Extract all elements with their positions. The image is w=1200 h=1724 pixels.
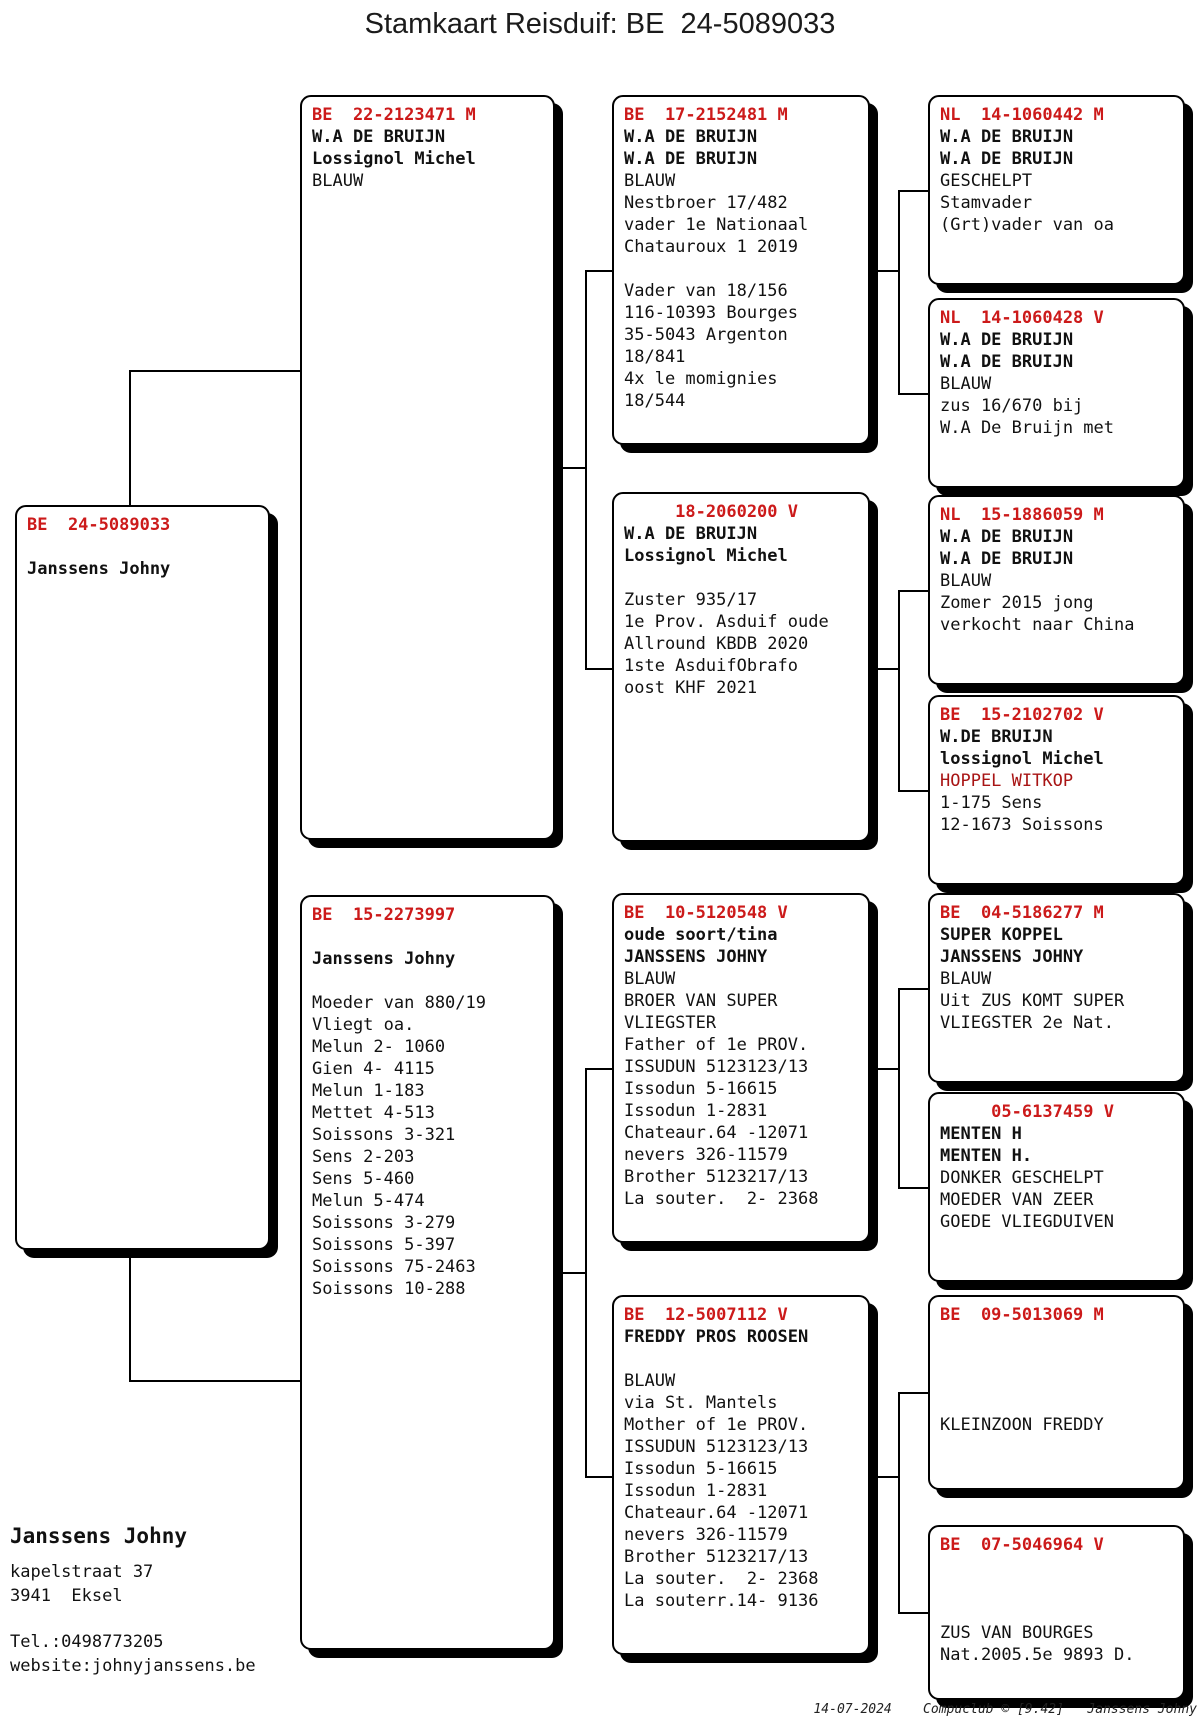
pedigree-text-line: Soissons 10-288 [312, 1279, 466, 1299]
ring-number: BE 12-5007112 V [624, 1305, 788, 1325]
pedigree-text-line: 4x le momignies [624, 369, 778, 389]
ring-number: BE 15-2273997 [312, 905, 456, 925]
pedigree-text-line: Soissons 3-321 [312, 1125, 456, 1145]
pedigree-text-line: Vliegt oa. [312, 1015, 415, 1035]
pedigree-box-mf-mother [928, 1092, 1185, 1282]
connector-line [872, 1476, 900, 1478]
pedigree-box-father-father [612, 95, 870, 445]
connector-line [898, 190, 930, 192]
pedigree-text-line: KLEINZOON FREDDY [940, 1415, 1104, 1435]
pedigree-text-line: 35-5043 Argenton [624, 325, 788, 345]
pedigree-box-ff-mother [928, 298, 1185, 488]
pedigree-box-lines [940, 1326, 1175, 1436]
pedigree-text-line: Chatauroux 1 2019 [624, 237, 798, 257]
pedigree-text-line: Uit ZUS KOMT SUPER [940, 991, 1125, 1011]
pedigree-box-lines [312, 926, 545, 1300]
pedigree-text-line: via St. Mantels [624, 1393, 778, 1413]
pedigree-text-line: JANSSENS JOHNY [940, 947, 1084, 967]
owner-website: website:johnyjanssens.be [10, 1656, 256, 1676]
pedigree-text-line: 1ste AsduifObrafo [624, 656, 798, 676]
connector-line [898, 1392, 930, 1394]
pedigree-text-line [940, 1600, 1175, 1622]
pedigree-text-line: Allround KBDB 2020 [624, 634, 809, 654]
pedigree-text-line: 12-1673 Soissons [940, 815, 1104, 835]
pedigree-text-line: (Grt)vader van oa [940, 215, 1114, 235]
pedigree-box-mother [300, 895, 555, 1650]
pedigree-text-line: W.A DE BRUIJN [940, 127, 1074, 147]
pedigree-text-line [940, 1370, 1175, 1392]
pedigree-text-line: Sens 5-460 [312, 1169, 415, 1189]
connector-line [898, 190, 900, 395]
pedigree-text-line: Mother of 1e PROV. [624, 1415, 809, 1435]
pedigree-text-line: 18/544 [624, 391, 686, 411]
pedigree-text-line: BLAUW [624, 969, 676, 989]
pedigree-text-line: BLAUW [940, 374, 992, 394]
pedigree-text-line: W.A DE BRUIJN [940, 527, 1074, 547]
pedigree-text-line: ISSUDUN 5123123/13 [624, 1437, 809, 1457]
ring-number: BE 10-5120548 V [624, 903, 788, 923]
pedigree-text-line: Chateaur.64 -12071 [624, 1503, 809, 1523]
connector-line [872, 1068, 900, 1070]
print-info: 14-07-2024 Compuclub © [9.42] Janssens Johny [813, 1702, 1197, 1717]
pedigree-text-line: oude soort/tina [624, 925, 778, 945]
pedigree-box-lines [940, 1556, 1175, 1666]
pedigree-text-line: verkocht naar China [940, 615, 1135, 635]
pedigree-text-line: Issodun 1-2831 [624, 1481, 768, 1501]
pedigree-text-line: Chateaur.64 -12071 [624, 1123, 809, 1143]
pedigree-box-mm-father [928, 1295, 1185, 1490]
connector-line [557, 1272, 587, 1274]
connector-line [129, 1250, 131, 1382]
pedigree-text-line: BLAUW [940, 969, 992, 989]
pedigree-text-line: Brother 5123217/13 [624, 1547, 809, 1567]
pedigree-box-ff-father [928, 95, 1185, 285]
pedigree-text-line: Brother 5123217/13 [624, 1167, 809, 1187]
pedigree-text-line: BLAUW [624, 171, 676, 191]
pedigree-text-line: DONKER GESCHELPT [940, 1168, 1104, 1188]
pedigree-text-line: Melun 1-183 [312, 1081, 425, 1101]
pedigree-box-lines [624, 924, 860, 1210]
owner-address-line2: 3941 Eksel [10, 1586, 123, 1606]
pedigree-text-line: BROER VAN SUPER [624, 991, 778, 1011]
connector-line [898, 1392, 900, 1614]
pedigree-text-line: Lossignol Michel [624, 546, 788, 566]
pedigree-text-line: Zomer 2015 jong [940, 593, 1094, 613]
pedigree-text-line: VLIEGSTER [624, 1013, 717, 1033]
pedigree-text-line: La souterr.14- 9136 [624, 1591, 819, 1611]
pedigree-text-line: oost KHF 2021 [624, 678, 758, 698]
connector-line [898, 988, 930, 990]
pedigree-text-line [624, 1348, 860, 1370]
pedigree-text-line: Stamvader [940, 193, 1033, 213]
pedigree-box-mf-father [928, 893, 1185, 1083]
pedigree-text-line: W.A DE BRUIJN [940, 330, 1074, 350]
ring-number: BE 22-2123471 M [312, 105, 476, 125]
ring-number: BE 07-5046964 V [940, 1535, 1104, 1555]
pedigree-text-line: La souter. 2- 2368 [624, 1189, 819, 1209]
pedigree-text-line: 1e Prov. Asduif oude [624, 612, 829, 632]
pedigree-text-line: Lossignol Michel [312, 149, 476, 169]
connector-line [585, 1068, 614, 1070]
pedigree-text-line: Zuster 935/17 [624, 590, 758, 610]
pedigree-text-line: W.A DE BRUIJN [312, 127, 446, 147]
connector-line [898, 393, 930, 395]
pedigree-text-line: VLIEGSTER 2e Nat. [940, 1013, 1114, 1033]
pedigree-text-line: Issodun 5-16615 [624, 1079, 778, 1099]
pedigree-text-line: Issodun 1-2831 [624, 1101, 768, 1121]
ring-number: BE 15-2102702 V [940, 705, 1104, 725]
owner-telephone: Tel.:0498773205 [10, 1632, 164, 1652]
owner-name: Janssens Johny [10, 1524, 188, 1548]
connector-line [898, 1612, 930, 1614]
pedigree-box-mother-mother [612, 1295, 870, 1655]
connector-line [585, 1068, 587, 1478]
pedigree-text-line: La souter. 2- 2368 [624, 1569, 819, 1589]
pedigree-text-line [624, 258, 860, 280]
pedigree-box-lines [624, 126, 860, 412]
pedigree-text-line: Issodun 5-16615 [624, 1459, 778, 1479]
pedigree-box-mother-father [612, 893, 870, 1243]
pedigree-text-line: BLAUW [312, 171, 364, 191]
pedigree-box-lines [312, 126, 545, 192]
pedigree-text-line [940, 1578, 1175, 1600]
pedigree-box-subject [15, 505, 270, 1250]
pedigree-box-lines [940, 726, 1175, 836]
pedigree-text-line: W.A DE BRUIJN [624, 149, 758, 169]
pedigree-box-lines [940, 526, 1175, 636]
connector-line [129, 370, 131, 507]
ring-number: NL 14-1060428 V [940, 308, 1104, 328]
pedigree-text-line: 18/841 [624, 347, 686, 367]
ring-number: NL 15-1886059 M [940, 505, 1104, 525]
connector-line [557, 467, 587, 469]
connector-line [129, 1380, 302, 1382]
pedigree-box-mm-mother [928, 1525, 1185, 1700]
pedigree-text-line: W.A DE BRUIJN [940, 549, 1074, 569]
pedigree-text-line [624, 567, 860, 589]
pedigree-text-line: Soissons 3-279 [312, 1213, 456, 1233]
pedigree-text-line: lossignol Michel [940, 749, 1104, 769]
pedigree-box-father [300, 95, 555, 840]
pedigree-text-line [940, 1556, 1175, 1578]
pedigree-box-fm-mother [928, 695, 1185, 885]
pedigree-text-line: zus 16/670 bij [940, 396, 1084, 416]
pedigree-text-line: W.DE BRUIJN [940, 727, 1053, 747]
pedigree-text-line [940, 1392, 1175, 1414]
connector-line [898, 790, 930, 792]
pedigree-text-line: W.A DE BRUIJN [940, 352, 1074, 372]
pedigree-box-lines [624, 523, 860, 699]
connector-line [585, 270, 614, 272]
pedigree-text-line: 116-10393 Bourges [624, 303, 798, 323]
pedigree-text-line: Mettet 4-513 [312, 1103, 435, 1123]
pedigree-text-line: Janssens Johny [312, 949, 456, 969]
pedigree-text-line: Melun 5-474 [312, 1191, 425, 1211]
pedigree-text-line: Moeder van 880/19 [312, 993, 486, 1013]
pedigree-text-line: nevers 326-11579 [624, 1145, 788, 1165]
pedigree-text-line: MOEDER VAN ZEER [940, 1190, 1094, 1210]
pedigree-text-line: HOPPEL WITKOP [940, 771, 1074, 791]
connector-line [872, 270, 900, 272]
pedigree-text-line [940, 1326, 1175, 1348]
pedigree-text-line: BLAUW [940, 571, 992, 591]
pedigree-text-line: FREDDY PROS ROOSEN [624, 1327, 809, 1347]
pedigree-text-line: GESCHELPT [940, 171, 1033, 191]
pedigree-text-line: nevers 326-11579 [624, 1525, 788, 1545]
connector-line [898, 590, 900, 792]
pedigree-text-line [27, 536, 260, 558]
pedigree-text-line: Vader van 18/156 [624, 281, 788, 301]
ring-number: 05-6137459 V [940, 1102, 1114, 1122]
pedigree-box-lines [940, 924, 1175, 1034]
page-title: Stamkaart Reisduif: BE 24-5089033 [364, 8, 836, 40]
pedigree-box-fm-father [928, 495, 1185, 685]
pedigree-text-line: BLAUW [624, 1371, 676, 1391]
pedigree-text-line: Sens 2-203 [312, 1147, 415, 1167]
ring-number: 18-2060200 V [624, 502, 798, 522]
pedigree-text-line: Janssens Johny [27, 559, 171, 579]
pedigree-box-lines [940, 1123, 1175, 1233]
pedigree-text-line: MENTEN H [940, 1124, 1022, 1144]
pedigree-text-line: vader 1e Nationaal [624, 215, 809, 235]
ring-number: NL 14-1060442 M [940, 105, 1104, 125]
pedigree-text-line: JANSSENS JOHNY [624, 947, 768, 967]
pedigree-text-line [312, 926, 545, 948]
pedigree-text-line: ISSUDUN 5123123/13 [624, 1057, 809, 1077]
connector-line [585, 1476, 614, 1478]
pedigree-text-line: GOEDE VLIEGDUIVEN [940, 1212, 1114, 1232]
pedigree-text-line: SUPER KOPPEL [940, 925, 1063, 945]
pedigree-box-lines [940, 126, 1175, 236]
connector-line [872, 668, 900, 670]
pedigree-text-line: W.A DE BRUIJN [624, 524, 758, 544]
ring-number: BE 17-2152481 M [624, 105, 788, 125]
pedigree-text-line: Gien 4- 4115 [312, 1059, 435, 1079]
pedigree-text-line: W.A DE BRUIJN [624, 127, 758, 147]
ring-number: BE 24-5089033 [27, 515, 171, 535]
pedigree-text-line: Father of 1e PROV. [624, 1035, 809, 1055]
pedigree-text-line: MENTEN H. [940, 1146, 1033, 1166]
pedigree-box-father-mother [612, 492, 870, 842]
pedigree-text-line: Nat.2005.5e 9893 D. [940, 1645, 1135, 1665]
ring-number: BE 04-5186277 M [940, 903, 1104, 923]
pedigree-text-line: Melun 2- 1060 [312, 1037, 446, 1057]
connector-line [898, 1187, 930, 1189]
pedigree-box-lines [624, 1326, 860, 1612]
pedigree-text-line: Soissons 5-397 [312, 1235, 456, 1255]
ring-number: BE 09-5013069 M [940, 1305, 1104, 1325]
pedigree-text-line [940, 1348, 1175, 1370]
pedigree-text-line: Soissons 75-2463 [312, 1257, 476, 1277]
pedigree-box-lines [940, 329, 1175, 439]
pedigree-text-line: ZUS VAN BOURGES [940, 1623, 1094, 1643]
connector-line [898, 590, 930, 592]
pedigree-text-line: W.A DE BRUIJN [940, 149, 1074, 169]
pedigree-box-lines [27, 536, 260, 580]
pedigree-text-line: W.A De Bruijn met [940, 418, 1114, 438]
connector-line [129, 370, 302, 372]
pedigree-text-line [312, 970, 545, 992]
owner-address-line1: kapelstraat 37 [10, 1562, 154, 1582]
connector-line [898, 988, 900, 1189]
connector-line [585, 270, 587, 670]
pedigree-text-line: Nestbroer 17/482 [624, 193, 788, 213]
pedigree-text-line: 1-175 Sens [940, 793, 1043, 813]
connector-line [585, 668, 614, 670]
